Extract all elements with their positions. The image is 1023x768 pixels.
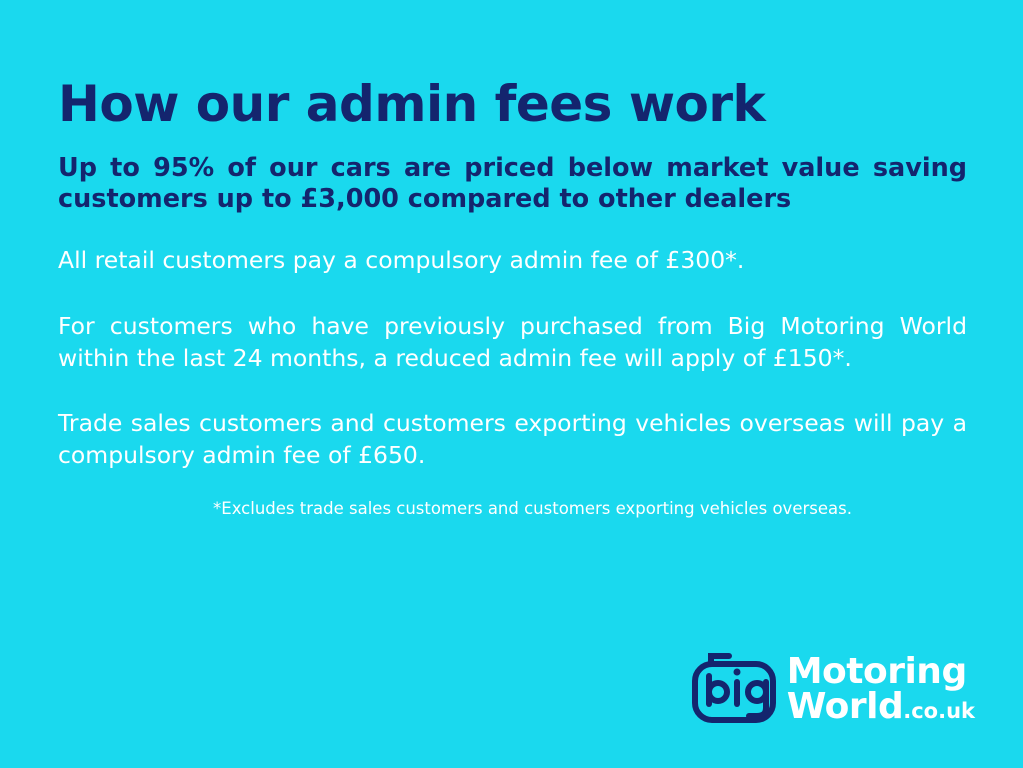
big-logo-icon: [691, 652, 777, 726]
brand-word-world: [786, 686, 975, 727]
paragraph-retail-fee: All retail customers pay a compulsory admin fee of £300*.: [58, 246, 745, 275]
brand-logo: [691, 652, 975, 726]
brand-wordmark: [786, 650, 975, 727]
paragraph-trade-export-fee: Trade sales customers and customers exporting vehicles overseas will pay a compulsory admin fee of £650.: [58, 409, 967, 470]
page-title: How our admin fees work: [58, 75, 766, 133]
footnote: *Excludes trade sales customers and customers exporting vehicles overseas.: [213, 498, 852, 518]
brand-word-motoring: Motoring: [786, 650, 967, 692]
lead-paragraph: Up to 95% of our cars are priced below market value saving customers up to £3,000 compared to other dealers: [58, 152, 967, 214]
paragraph-returning-customer-fee: For customers who have previously purchased from Big Motoring World within the last 24 months, a reduced admin fee will apply of £150*.: [58, 311, 967, 372]
brand-word-world-text: World: [786, 686, 904, 727]
brand-tld: .co.uk: [903, 699, 975, 723]
